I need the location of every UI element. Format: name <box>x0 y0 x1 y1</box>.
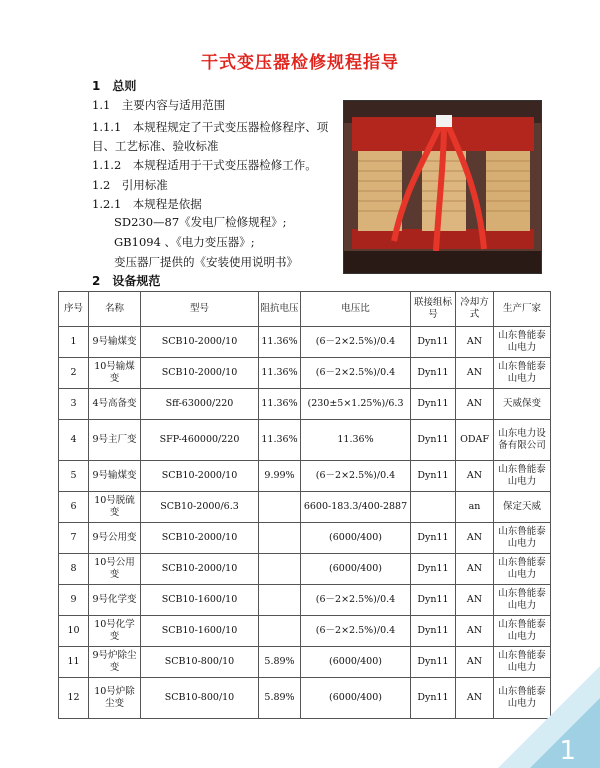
transformer-photo <box>343 100 542 274</box>
cell-manufacturer: 山东鲁能泰山电力 <box>494 327 551 358</box>
cell-impedance <box>259 616 301 647</box>
table-row <box>59 327 551 358</box>
cell-model: SCB10-1600/10 <box>141 585 259 616</box>
cell-index: 7 <box>59 523 89 554</box>
cell-index: 1 <box>59 327 89 358</box>
cell-voltage-ratio: (6000/400) <box>301 523 411 554</box>
cell-cooling: ODAF <box>456 420 494 461</box>
cell-model: SCB10-2000/10 <box>141 523 259 554</box>
cell-model: SCB10-2000/10 <box>141 358 259 389</box>
cell-manufacturer: 山东鲁能泰山电力 <box>494 585 551 616</box>
cell-voltage-ratio: (230±5×1.25%)/6.3 <box>301 389 411 420</box>
section-1-heading: 1 总则 <box>92 79 137 93</box>
cell-manufacturer: 山东鲁能泰山电力 <box>494 616 551 647</box>
header-name: 名称 <box>89 292 141 327</box>
cell-voltage-ratio: (6－2×2.5%)/0.4 <box>301 327 411 358</box>
text-line-1-1-2: 1.1.2 本规程适用于干式变压器检修工作。 <box>92 158 317 172</box>
cell-cooling: AN <box>456 461 494 492</box>
cell-connection: Dyn11 <box>411 647 456 678</box>
cell-manufacturer: 天威保变 <box>494 389 551 420</box>
cell-manufacturer: 保定天威 <box>494 492 551 523</box>
corner-decoration <box>490 658 600 768</box>
text-line-1-2-1: 1.2.1 本规程是依据 <box>92 197 202 211</box>
cell-cooling: AN <box>456 389 494 420</box>
cell-model: SCB10-1600/10 <box>141 616 259 647</box>
cell-connection <box>411 492 456 523</box>
cell-cooling: AN <box>456 678 494 719</box>
text-line-1-1-1-cont: 目、工艺标准、验收标准 <box>92 139 219 153</box>
header-model: 型号 <box>141 292 259 327</box>
cell-index: 2 <box>59 358 89 389</box>
cell-name: 10号脱硫变 <box>89 492 141 523</box>
cell-impedance <box>259 492 301 523</box>
section-2-heading: 2 设备规范 <box>92 274 161 288</box>
cell-impedance: 5.89% <box>259 678 301 719</box>
cell-manufacturer: 山东鲁能泰山电力 <box>494 523 551 554</box>
cell-cooling: AN <box>456 585 494 616</box>
cell-voltage-ratio: (6000/400) <box>301 554 411 585</box>
cell-name: 10号炉除尘变 <box>89 678 141 719</box>
cell-manufacturer: 山东鲁能泰山电力 <box>494 461 551 492</box>
cell-cooling: AN <box>456 327 494 358</box>
cell-connection: Dyn11 <box>411 389 456 420</box>
table-row <box>59 358 551 389</box>
document-title: 干式变压器检修规程指导 <box>201 53 399 73</box>
reference-sd230: SD230—87《发电厂检修规程》; <box>114 215 287 229</box>
text-line-1-2: 1.2 引用标准 <box>92 178 168 192</box>
cell-name: 4号高备变 <box>89 389 141 420</box>
cell-manufacturer: 山东鲁能泰山电力 <box>494 678 551 719</box>
table-row <box>59 678 551 719</box>
cell-voltage-ratio: 11.36% <box>301 420 411 461</box>
cell-connection: Dyn11 <box>411 554 456 585</box>
cell-voltage-ratio: (6－2×2.5%)/0.4 <box>301 585 411 616</box>
cell-impedance: 11.36% <box>259 420 301 461</box>
reference-manual: 变压器厂提供的《安装使用说明书》 <box>114 255 298 269</box>
table-row <box>59 492 551 523</box>
cell-name: 9号化学变 <box>89 585 141 616</box>
cell-model: SCB10-800/10 <box>141 647 259 678</box>
cell-model: SCB10-2000/10 <box>141 327 259 358</box>
text-line-1-1-1: 1.1.1 本规程规定了干式变压器检修程序、项 <box>92 120 329 134</box>
table-header-row <box>59 292 551 327</box>
cell-connection: Dyn11 <box>411 358 456 389</box>
cell-impedance: 9.99% <box>259 461 301 492</box>
cell-name: 9号公用变 <box>89 523 141 554</box>
table-row <box>59 523 551 554</box>
cell-impedance: 11.36% <box>259 389 301 420</box>
page-number: 1 <box>559 736 576 766</box>
table-row <box>59 389 551 420</box>
cell-name: 9号炉除尘变 <box>89 647 141 678</box>
cell-index: 4 <box>59 420 89 461</box>
cell-cooling: AN <box>456 616 494 647</box>
cell-name: 9号输煤变 <box>89 327 141 358</box>
cell-manufacturer: 山东鲁能泰山电力 <box>494 554 551 585</box>
cell-connection: Dyn11 <box>411 678 456 719</box>
text-line-1-1: 1.1 主要内容与适用范围 <box>92 98 226 112</box>
cell-model: SCB10-800/10 <box>141 678 259 719</box>
table-row <box>59 554 551 585</box>
cell-connection: Dyn11 <box>411 461 456 492</box>
cell-voltage-ratio: (6－2×2.5%)/0.4 <box>301 358 411 389</box>
cell-model: SCB10-2000/10 <box>141 554 259 585</box>
cell-index: 12 <box>59 678 89 719</box>
cell-index: 3 <box>59 389 89 420</box>
reference-gb1094: GB1094 、《电力变压器》; <box>114 235 255 249</box>
cell-connection: Dyn11 <box>411 327 456 358</box>
cell-manufacturer: 山东鲁能泰山电力 <box>494 358 551 389</box>
cell-name: 10号输煤变 <box>89 358 141 389</box>
table-row <box>59 420 551 461</box>
header-impedance: 阻抗电压 <box>259 292 301 327</box>
table-row <box>59 616 551 647</box>
cell-impedance <box>259 523 301 554</box>
cell-cooling: AN <box>456 523 494 554</box>
cell-connection: Dyn11 <box>411 616 456 647</box>
cell-index: 8 <box>59 554 89 585</box>
cell-cooling: AN <box>456 647 494 678</box>
cell-voltage-ratio: 6600-183.3/400-2887 <box>301 492 411 523</box>
cell-impedance <box>259 585 301 616</box>
cell-name: 9号输煤变 <box>89 461 141 492</box>
table-row <box>59 461 551 492</box>
equipment-spec-table <box>58 291 551 719</box>
header-manufacturer: 生产厂家 <box>494 292 551 327</box>
table-row <box>59 585 551 616</box>
cell-index: 9 <box>59 585 89 616</box>
cell-model: SCB10-2000/10 <box>141 461 259 492</box>
cell-connection: Dyn11 <box>411 585 456 616</box>
cell-index: 10 <box>59 616 89 647</box>
cell-impedance <box>259 554 301 585</box>
cell-manufacturer: 山东电力设备有限公司 <box>494 420 551 461</box>
cell-index: 11 <box>59 647 89 678</box>
cell-voltage-ratio: (6000/400) <box>301 647 411 678</box>
cell-model: SCB10-2000/6.3 <box>141 492 259 523</box>
cell-cooling: AN <box>456 554 494 585</box>
cell-cooling: an <box>456 492 494 523</box>
cell-impedance: 11.36% <box>259 327 301 358</box>
cell-index: 5 <box>59 461 89 492</box>
cell-model: Sff-63000/220 <box>141 389 259 420</box>
header-connection: 联接组标号 <box>411 292 456 327</box>
table-row <box>59 647 551 678</box>
cell-impedance: 11.36% <box>259 358 301 389</box>
cell-impedance: 5.89% <box>259 647 301 678</box>
header-cooling: 冷却方式 <box>456 292 494 327</box>
cell-connection: Dyn11 <box>411 420 456 461</box>
cell-index: 6 <box>59 492 89 523</box>
header-index: 序号 <box>59 292 89 327</box>
cell-name: 9号主厂变 <box>89 420 141 461</box>
cell-name: 10号化学变 <box>89 616 141 647</box>
cell-voltage-ratio: (6－2×2.5%)/0.4 <box>301 616 411 647</box>
cell-cooling: AN <box>456 358 494 389</box>
cell-connection: Dyn11 <box>411 523 456 554</box>
cell-voltage-ratio: (6－2×2.5%)/0.4 <box>301 461 411 492</box>
cell-manufacturer: 山东鲁能泰山电力 <box>494 647 551 678</box>
cell-name: 10号公用变 <box>89 554 141 585</box>
header-voltage-ratio: 电压比 <box>301 292 411 327</box>
cell-model: SFP-460000/220 <box>141 420 259 461</box>
cell-voltage-ratio: (6000/400) <box>301 678 411 719</box>
